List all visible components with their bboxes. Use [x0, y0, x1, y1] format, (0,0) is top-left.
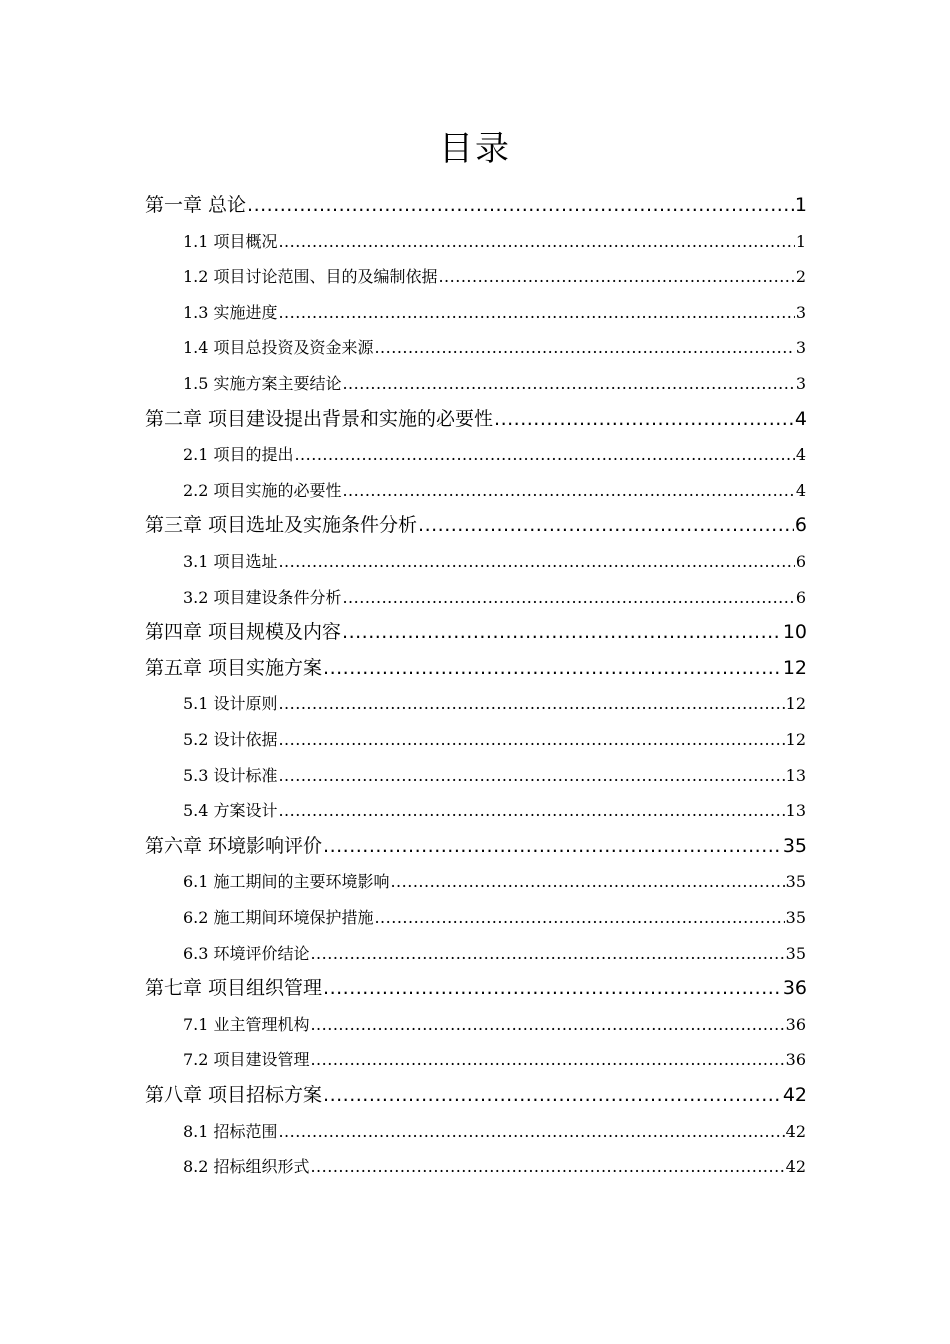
toc-entry-label [183, 871, 389, 893]
toc-page-number: 13 [785, 801, 806, 821]
toc-chapter-entry[interactable] [145, 1082, 807, 1108]
toc-dot-leader [323, 833, 782, 859]
toc-dot-leader [278, 1121, 784, 1143]
toc-dot-leader [247, 192, 794, 218]
toc-section-entry[interactable] [183, 943, 806, 965]
toc-entry-text: 项目讨论范围、目的及编制依据 [213, 267, 438, 287]
toc-section-number: 8.2 [183, 1157, 209, 1177]
toc-dot-leader [323, 655, 782, 681]
toc-page-number: 42 [782, 1084, 807, 1106]
toc-entry-text: 第五章 项目实施方案 [145, 656, 323, 679]
toc-entry-text: 环境评价结论 [213, 943, 310, 963]
toc-entry-text: 第一章 总论 [145, 194, 247, 216]
toc-page-number: 35 [785, 943, 806, 963]
toc-dot-leader [374, 337, 794, 359]
toc-chapter-entry[interactable] [145, 833, 807, 859]
toc-page-number: 4 [795, 445, 806, 465]
toc-page-number: 2 [795, 267, 806, 287]
toc-section-entry[interactable] [183, 551, 806, 573]
toc-entry-label [145, 192, 246, 218]
toc-page-number: 4 [795, 480, 806, 500]
toc-dot-leader [390, 871, 784, 893]
page-title: 目录 [439, 129, 511, 169]
toc-dot-leader [294, 444, 794, 466]
toc-dot-leader [278, 729, 784, 751]
toc-page-number: 35 [785, 872, 806, 892]
toc-page-number: 4 [794, 407, 807, 430]
toc-section-number: 6.3 [183, 943, 209, 963]
toc-section-number: 8.1 [183, 1121, 209, 1141]
toc-chapter-entry[interactable] [145, 406, 807, 432]
toc-dot-leader [418, 512, 794, 538]
toc-entry-label [183, 337, 373, 359]
toc-entry-label [183, 231, 277, 253]
toc-entry-label [183, 444, 293, 466]
toc-dot-leader [374, 907, 784, 929]
toc-entry-text: 第六章 环境影响评价 [145, 834, 323, 857]
toc-entry-label [183, 765, 277, 787]
toc-page-number: 1 [795, 231, 806, 251]
toc-section-entry[interactable] [183, 337, 806, 359]
toc-section-entry[interactable] [183, 1121, 806, 1143]
toc-section-entry[interactable] [183, 480, 806, 502]
toc-section-entry[interactable] [183, 871, 806, 893]
toc-page-number: 6 [795, 587, 806, 607]
toc-section-entry[interactable] [183, 907, 806, 929]
toc-dot-leader [310, 943, 784, 965]
toc-entry-text: 招标范围 [213, 1121, 278, 1141]
toc-page-number: 3 [795, 338, 806, 358]
toc-chapter-entry[interactable] [145, 512, 807, 538]
toc-entry-label [145, 655, 322, 681]
toc-entry-label [183, 1014, 309, 1036]
toc-dot-leader [278, 800, 784, 822]
toc-section-entry[interactable] [183, 765, 806, 787]
toc-dot-leader [342, 587, 794, 609]
toc-page-number: 35 [782, 834, 807, 857]
toc-entry-label [183, 907, 373, 929]
toc-section-entry[interactable] [183, 1049, 806, 1071]
toc-page-number: 6 [795, 552, 806, 571]
toc-entry-text: 招标组织形式 [213, 1157, 310, 1177]
toc-section-entry[interactable] [183, 693, 806, 715]
toc-page-number: 1 [794, 194, 807, 216]
toc-chapter-entry[interactable] [145, 655, 807, 681]
toc-entry-label [183, 302, 277, 324]
toc-entry-text: 项目的提出 [213, 445, 294, 465]
toc-entry-text: 第二章 项目建设提出背景和实施的必要性 [145, 407, 494, 430]
toc-page-number: 12 [782, 656, 807, 679]
toc-entry-text: 设计标准 [213, 765, 278, 785]
toc-entry-label [145, 406, 493, 432]
toc-page-number: 35 [785, 908, 806, 927]
toc-entry-text: 实施进度 [213, 302, 278, 322]
toc-dot-leader [323, 1082, 782, 1108]
toc-section-number: 1.2 [183, 267, 209, 287]
toc-dot-leader [494, 406, 794, 432]
toc-entry-label [183, 693, 277, 715]
toc-entry-text: 第八章 项目招标方案 [145, 1084, 323, 1106]
toc-page-number: 42 [785, 1121, 806, 1141]
toc-entry-text: 业主管理机构 [213, 1014, 310, 1034]
toc-entry-label [183, 587, 341, 609]
toc-entry-label [145, 512, 417, 538]
toc-section-number: 1.3 [183, 302, 209, 322]
toc-dot-leader [310, 1156, 784, 1178]
toc-section-entry[interactable] [183, 444, 806, 466]
toc-page-number: 10 [782, 621, 807, 644]
toc-entry-label [183, 551, 277, 573]
toc-section-entry[interactable] [183, 302, 806, 324]
toc-entry-text: 项目概况 [213, 231, 278, 251]
toc-dot-leader [438, 266, 794, 288]
toc-entry-label [183, 1156, 309, 1178]
toc-section-entry[interactable] [183, 266, 806, 288]
toc-section-entry[interactable] [183, 231, 806, 253]
toc-dot-leader [342, 480, 794, 502]
toc-entry-text: 施工期间的主要环境影响 [213, 872, 390, 892]
toc-dot-leader [278, 302, 794, 324]
toc-page-number: 13 [785, 765, 806, 785]
toc-section-number: 2.2 [183, 480, 209, 500]
toc-section-number: 6.1 [183, 872, 209, 892]
toc-entry-label [183, 480, 341, 502]
toc-section-number: 5.3 [183, 765, 209, 785]
toc-section-number: 2.1 [183, 445, 209, 465]
toc-page-number: 12 [785, 730, 806, 749]
toc-entry-text: 项目选址 [213, 552, 278, 571]
toc-entry-label [145, 619, 341, 645]
toc-section-number: 1.5 [183, 374, 209, 393]
toc-entry-label [183, 373, 341, 395]
toc-entry-text: 项目实施的必要性 [213, 480, 342, 500]
toc-entry-label [145, 975, 322, 1001]
toc-entry-text: 项目建设管理 [213, 1050, 310, 1070]
toc-section-entry[interactable] [183, 729, 806, 751]
toc-section-entry[interactable] [183, 1156, 806, 1178]
toc-section-number: 3.1 [183, 552, 209, 571]
toc-section-number: 5.4 [183, 801, 209, 821]
toc-entry-label [183, 1121, 277, 1143]
toc-section-number: 6.2 [183, 908, 209, 927]
toc-section-number: 1.4 [183, 338, 209, 358]
toc-entry-text: 设计依据 [213, 730, 278, 749]
toc-page-number: 6 [794, 514, 807, 537]
toc-dot-leader [342, 373, 794, 395]
toc-dot-leader [310, 1014, 784, 1036]
toc-dot-leader [323, 975, 782, 1001]
toc-entry-label [145, 1082, 322, 1108]
toc-entry-text: 设计原则 [213, 694, 278, 714]
toc-chapter-entry[interactable] [145, 192, 807, 218]
toc-entry-label [183, 1049, 309, 1071]
toc-page-number: 36 [785, 1050, 806, 1070]
toc-entry-text: 第三章 项目选址及实施条件分析 [145, 514, 418, 537]
toc-entry-label [183, 729, 277, 751]
toc-section-number: 1.1 [183, 231, 209, 251]
toc-page-number: 12 [785, 694, 806, 714]
toc-entry-text: 第四章 项目规模及内容 [145, 621, 342, 644]
toc-entry-label [183, 943, 309, 965]
toc-section-entry[interactable] [183, 800, 806, 822]
toc-dot-leader [278, 693, 784, 715]
toc-page-number: 36 [785, 1014, 806, 1034]
toc-section-number: 7.1 [183, 1014, 209, 1034]
toc-section-number: 5.2 [183, 730, 209, 749]
toc-page-number: 36 [782, 977, 807, 1000]
toc-section-number: 3.2 [183, 587, 209, 607]
toc-page-number: 3 [795, 302, 806, 322]
toc-section-number: 7.2 [183, 1050, 209, 1070]
toc-chapter-entry[interactable] [145, 975, 807, 1001]
toc-entry-label [183, 800, 277, 822]
toc-dot-leader [278, 551, 794, 573]
toc-entry-label [145, 833, 322, 859]
toc-entry-text: 方案设计 [213, 801, 278, 821]
toc-dot-leader [310, 1049, 784, 1071]
toc-dot-leader [278, 231, 794, 253]
toc-section-number: 5.1 [183, 694, 209, 714]
toc-entry-label [183, 266, 437, 288]
toc-dot-leader [342, 619, 782, 645]
toc-entry-text: 项目总投资及资金来源 [213, 338, 374, 358]
toc-section-entry[interactable] [183, 1014, 806, 1036]
toc-entry-text: 实施方案主要结论 [213, 374, 342, 393]
toc-entry-text: 施工期间环境保护措施 [213, 908, 374, 927]
toc-dot-leader [278, 765, 784, 787]
toc-section-entry[interactable] [183, 373, 806, 395]
toc-page-number: 42 [785, 1157, 806, 1177]
toc-section-entry[interactable] [183, 587, 806, 609]
toc-chapter-entry[interactable] [145, 619, 807, 645]
toc-entry-text: 第七章 项目组织管理 [145, 977, 323, 1000]
toc-entry-text: 项目建设条件分析 [213, 587, 342, 607]
toc-page-number: 3 [795, 374, 806, 393]
